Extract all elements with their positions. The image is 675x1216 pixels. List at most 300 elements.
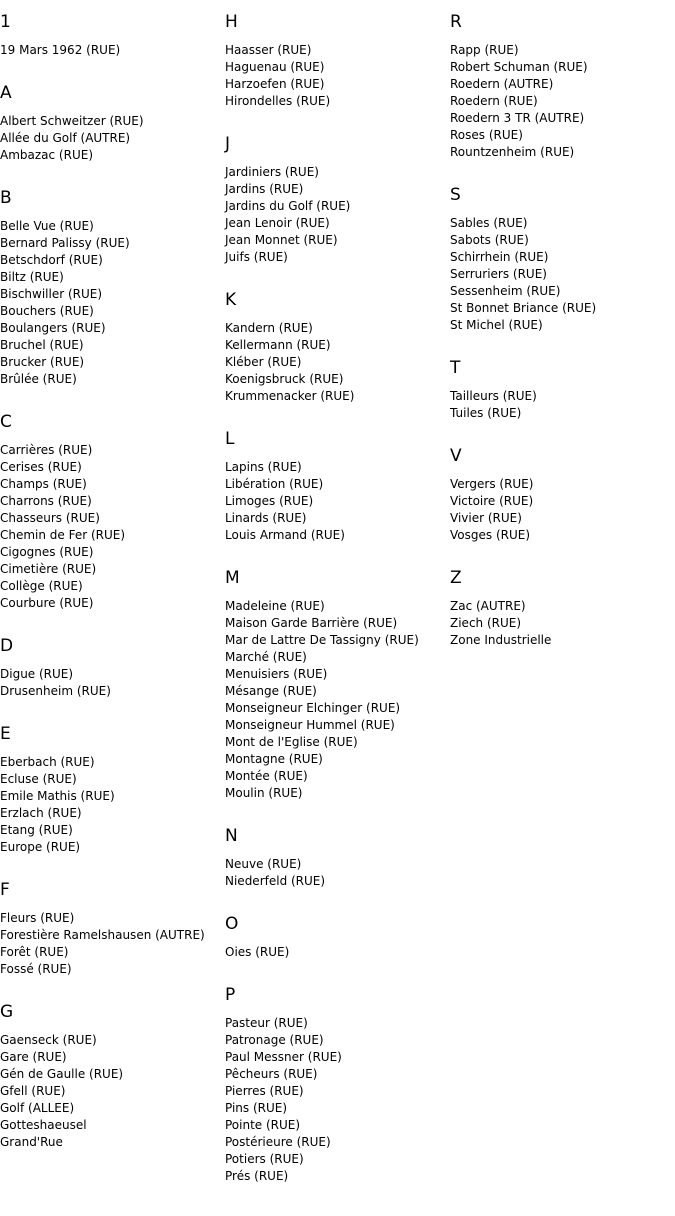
street-link[interactable]: Fleurs (RUE): [0, 911, 75, 925]
street-list-item: [450, 42, 674, 59]
street-link[interactable]: Krummenacker (RUE): [225, 389, 355, 403]
street-list-item: [450, 249, 674, 266]
street-list-item: [450, 76, 674, 93]
street-link[interactable]: Postérieure (RUE): [225, 1135, 331, 1149]
section-letter-heading: V: [450, 446, 462, 466]
street-list-item: [0, 286, 224, 303]
street-link[interactable]: Sessenheim (RUE): [450, 284, 561, 298]
letter-section: [225, 12, 449, 134]
street-list-item: [225, 1049, 449, 1066]
street-list-item: [225, 649, 449, 666]
street-link[interactable]: Monseigneur Elchinger (RUE): [225, 701, 401, 715]
street-list-item: [0, 771, 224, 788]
street-list-item: [225, 181, 449, 198]
street-list: [225, 598, 449, 802]
section-spacer: [225, 961, 449, 985]
street-list-item: [225, 59, 449, 76]
street-link[interactable]: Roses (RUE): [450, 128, 523, 142]
street-link[interactable]: Tuiles (RUE): [450, 406, 522, 420]
street-list-item: [450, 493, 674, 510]
street-link[interactable]: Ambazac (RUE): [0, 148, 93, 162]
section-letter-heading: M: [225, 568, 240, 588]
section-letter-heading: S: [450, 185, 461, 205]
street-link[interactable]: Sabots (RUE): [450, 233, 529, 247]
street-link[interactable]: Robert Schuman (RUE): [450, 60, 588, 74]
section-spacer: [0, 388, 224, 412]
street-list-item: [0, 561, 224, 578]
street-link[interactable]: Mont de l'Eglise (RUE): [225, 735, 358, 749]
street-list: [225, 164, 449, 266]
street-link[interactable]: Neuve (RUE): [225, 857, 302, 871]
street-list-item: [450, 59, 674, 76]
street-link[interactable]: Harzoefen (RUE): [225, 77, 325, 91]
street-list-item: [0, 754, 224, 771]
letter-section: [225, 826, 449, 914]
street-link[interactable]: Jardins (RUE): [225, 182, 304, 196]
street-list-item: [225, 232, 449, 249]
street-list: [225, 856, 449, 890]
letter-section: [0, 412, 224, 636]
street-link[interactable]: Pierres (RUE): [225, 1084, 304, 1098]
street-link[interactable]: Jardins du Golf (RUE): [225, 199, 351, 213]
street-link[interactable]: Belle Vue (RUE): [0, 219, 94, 233]
street-list-item: [450, 110, 674, 127]
street-list-item: [0, 944, 224, 961]
street-list-item: [0, 218, 224, 235]
street-link[interactable]: Vergers (RUE): [450, 477, 534, 491]
street-link[interactable]: Bruchel (RUE): [0, 338, 84, 352]
street-list-item: [0, 595, 224, 612]
section-spacer: [0, 700, 224, 724]
street-list-item: [225, 215, 449, 232]
street-link[interactable]: 19 Mars 1962 (RUE): [0, 43, 121, 57]
section-letter-heading: P: [225, 985, 236, 1005]
street-list-item: [450, 283, 674, 300]
letter-section: [225, 568, 449, 826]
street-list-item: [225, 666, 449, 683]
section-letter-heading: N: [225, 826, 238, 846]
street-list-item: [0, 822, 224, 839]
street-link[interactable]: Jean Lenoir (RUE): [225, 216, 330, 230]
street-link[interactable]: Zac (AUTRE): [450, 599, 526, 613]
section-letter-heading: Z: [450, 568, 462, 588]
street-index-column-3: [450, 12, 674, 649]
street-list-item: [225, 249, 449, 266]
street-link[interactable]: Brucker (RUE): [0, 355, 85, 369]
street-list-item: [0, 1134, 224, 1151]
street-list-item: [225, 510, 449, 527]
street-list: [450, 388, 674, 422]
street-list-item: [225, 42, 449, 59]
street-list-item: [0, 371, 224, 388]
street-list-item: [0, 805, 224, 822]
street-list: [225, 944, 449, 961]
street-list-item: [225, 717, 449, 734]
section-letter-heading: G: [0, 1002, 14, 1022]
street-list: [450, 215, 674, 334]
street-link[interactable]: Charrons (RUE): [0, 494, 92, 508]
section-spacer: [450, 422, 674, 446]
street-list-item: [0, 113, 224, 130]
letter-section: [225, 914, 449, 985]
section-spacer: [225, 890, 449, 914]
street-link[interactable]: Eberbach (RUE): [0, 755, 95, 769]
street-link[interactable]: Monseigneur Hummel (RUE): [225, 718, 395, 732]
street-list: [0, 113, 224, 164]
street-list-item: [450, 510, 674, 527]
street-link[interactable]: Prés (RUE): [225, 1169, 289, 1183]
street-list-item: [0, 235, 224, 252]
street-list-item: [225, 1083, 449, 1100]
street-link[interactable]: Forêt (RUE): [0, 945, 69, 959]
section-spacer: [0, 59, 224, 83]
street-link[interactable]: Biltz (RUE): [0, 270, 64, 284]
street-link[interactable]: Allée du Golf (AUTRE): [0, 131, 131, 145]
street-list-item: [450, 632, 674, 649]
street-list-item: [450, 598, 674, 615]
street-list: [225, 320, 449, 405]
street-list-item: [450, 615, 674, 632]
section-letter-heading: J: [225, 134, 231, 154]
street-list: [450, 598, 674, 649]
street-link[interactable]: Albert Schweitzer (RUE): [0, 114, 144, 128]
street-link[interactable]: Rountzenheim (RUE): [450, 145, 575, 159]
street-list-item: [225, 371, 449, 388]
letter-section: [0, 188, 224, 412]
street-link[interactable]: Pointe (RUE): [225, 1118, 301, 1132]
street-link[interactable]: Roedern (RUE): [450, 94, 538, 108]
street-list-item: [0, 666, 224, 683]
street-list: [225, 42, 449, 110]
street-list-item: [450, 300, 674, 317]
street-list-item: [225, 734, 449, 751]
section-spacer: [0, 164, 224, 188]
street-list-item: [0, 961, 224, 978]
street-link[interactable]: Emile Mathis (RUE): [0, 789, 115, 803]
street-link[interactable]: Haguenau (RUE): [225, 60, 325, 74]
street-link[interactable]: Menuisiers (RUE): [225, 667, 328, 681]
street-link[interactable]: Bischwiller (RUE): [0, 287, 103, 301]
street-list: [0, 666, 224, 700]
street-list-item: [450, 215, 674, 232]
street-link[interactable]: Vivier (RUE): [450, 511, 522, 525]
street-link[interactable]: Potiers (RUE): [225, 1152, 304, 1166]
street-list: [0, 42, 224, 59]
letter-section: [225, 134, 449, 290]
street-list-item: [0, 1083, 224, 1100]
street-list-item: [225, 632, 449, 649]
letter-section: [225, 429, 449, 568]
street-list-item: [0, 839, 224, 856]
street-list-item: [0, 476, 224, 493]
street-link[interactable]: Betschdorf (RUE): [0, 253, 103, 267]
section-letter-heading: E: [0, 724, 11, 744]
street-list-item: [225, 751, 449, 768]
street-link[interactable]: Montagne (RUE): [225, 752, 323, 766]
street-list-item: [225, 683, 449, 700]
street-list-item: [225, 76, 449, 93]
street-list-item: [225, 1015, 449, 1032]
street-list-item: [0, 147, 224, 164]
street-link[interactable]: Limoges (RUE): [225, 494, 314, 508]
street-link[interactable]: Patronage (RUE): [225, 1033, 324, 1047]
street-link[interactable]: Ecluse (RUE): [0, 772, 77, 786]
street-list-item: [225, 493, 449, 510]
street-link[interactable]: Koenigsbruck (RUE): [225, 372, 344, 386]
letter-section: [225, 290, 449, 429]
street-list-item: [225, 1117, 449, 1134]
street-list-item: [225, 1032, 449, 1049]
street-list-item: [225, 1168, 449, 1185]
street-link[interactable]: Lapins (RUE): [225, 460, 302, 474]
street-link[interactable]: Hirondelles (RUE): [225, 94, 331, 108]
section-letter-heading: 1: [0, 12, 11, 32]
street-link[interactable]: Courbure (RUE): [0, 596, 94, 610]
street-list-item: [225, 856, 449, 873]
street-list-item: [0, 1100, 224, 1117]
street-list-item: [0, 1049, 224, 1066]
street-link[interactable]: Champs (RUE): [0, 477, 87, 491]
street-link[interactable]: Pins (RUE): [225, 1101, 288, 1115]
section-spacer: [225, 266, 449, 290]
street-list-item: [225, 354, 449, 371]
street-link[interactable]: Forestière Ramelshausen (AUTRE): [0, 928, 205, 942]
street-link[interactable]: Gaenseck (RUE): [0, 1033, 97, 1047]
section-spacer: [450, 544, 674, 568]
street-link[interactable]: Kandern (RUE): [225, 321, 313, 335]
street-link[interactable]: Oies (RUE): [225, 945, 290, 959]
street-link[interactable]: Brûlée (RUE): [0, 372, 77, 386]
street-list-item: [225, 598, 449, 615]
street-link[interactable]: Cigognes (RUE): [0, 545, 94, 559]
section-spacer: [0, 612, 224, 636]
street-link[interactable]: Schirrhein (RUE): [450, 250, 549, 264]
street-link[interactable]: Bernard Palissy (RUE): [0, 236, 130, 250]
street-link[interactable]: Madeleine (RUE): [225, 599, 325, 613]
street-list-item: [0, 578, 224, 595]
street-list-item: [225, 615, 449, 632]
section-letter-heading: D: [0, 636, 14, 656]
street-list-item: [0, 683, 224, 700]
street-link[interactable]: Chasseurs (RUE): [0, 511, 100, 525]
street-list-item: [0, 337, 224, 354]
street-link[interactable]: Vosges (RUE): [450, 528, 531, 542]
section-letter-heading: A: [0, 83, 12, 103]
street-link[interactable]: Moulin (RUE): [225, 786, 303, 800]
street-link[interactable]: Boulangers (RUE): [0, 321, 106, 335]
street-link[interactable]: St Bonnet Briance (RUE): [450, 301, 597, 315]
section-letter-heading: C: [0, 412, 12, 432]
street-list-item: [0, 1117, 224, 1134]
street-link[interactable]: Montée (RUE): [225, 769, 308, 783]
street-list-item: [0, 130, 224, 147]
street-list: [450, 476, 674, 544]
street-link[interactable]: Zone Industrielle: [450, 633, 552, 647]
street-list-item: [225, 320, 449, 337]
letter-section: [0, 880, 224, 1002]
street-link[interactable]: Paul Messner (RUE): [225, 1050, 342, 1064]
street-list-item: [0, 1066, 224, 1083]
letter-section: [450, 185, 674, 358]
street-list-item: [225, 700, 449, 717]
street-list-item: [0, 510, 224, 527]
street-list-item: [450, 527, 674, 544]
street-link[interactable]: Erzlach (RUE): [0, 806, 82, 820]
street-list-item: [0, 252, 224, 269]
section-spacer: [0, 978, 224, 1002]
street-list-item: [450, 405, 674, 422]
street-list: [0, 442, 224, 612]
street-list-item: [225, 1151, 449, 1168]
letter-section: [0, 636, 224, 724]
section-spacer: [225, 544, 449, 568]
letter-section: [450, 568, 674, 649]
street-link[interactable]: Rapp (RUE): [450, 43, 519, 57]
street-list-item: [0, 42, 224, 59]
street-link[interactable]: Etang (RUE): [0, 823, 73, 837]
street-list-item: [225, 198, 449, 215]
street-list: [0, 218, 224, 388]
street-list: [450, 42, 674, 161]
street-list-item: [225, 459, 449, 476]
street-link[interactable]: Mésange (RUE): [225, 684, 317, 698]
street-link[interactable]: Libération (RUE): [225, 477, 324, 491]
letter-section: [0, 12, 224, 83]
street-link[interactable]: Fossé (RUE): [0, 962, 72, 976]
street-list-item: [450, 144, 674, 161]
street-list-item: [225, 527, 449, 544]
letter-section: [450, 358, 674, 446]
street-list-item: [0, 459, 224, 476]
street-link[interactable]: Chemin de Fer (RUE): [0, 528, 126, 542]
street-link[interactable]: Roedern (AUTRE): [450, 77, 554, 91]
street-list-item: [450, 127, 674, 144]
section-letter-heading: F: [0, 880, 10, 900]
street-link[interactable]: Jardiniers (RUE): [225, 165, 319, 179]
street-link[interactable]: Kléber (RUE): [225, 355, 302, 369]
street-list-item: [225, 873, 449, 890]
street-link[interactable]: Jean Monnet (RUE): [225, 233, 338, 247]
section-letter-heading: O: [225, 914, 239, 934]
street-list-item: [0, 927, 224, 944]
street-list-item: [0, 493, 224, 510]
section-letter-heading: B: [0, 188, 12, 208]
street-link[interactable]: Bouchers (RUE): [0, 304, 94, 318]
street-list: [0, 910, 224, 978]
section-spacer: [225, 405, 449, 429]
street-link[interactable]: Gén de Gaulle (RUE): [0, 1067, 124, 1081]
street-link[interactable]: Marché (RUE): [225, 650, 307, 664]
street-link[interactable]: Niederfeld (RUE): [225, 874, 326, 888]
street-link[interactable]: Juifs (RUE): [225, 250, 288, 264]
street-link[interactable]: Digue (RUE): [0, 667, 74, 681]
street-link[interactable]: Kellermann (RUE): [225, 338, 331, 352]
street-list: [0, 754, 224, 856]
street-link[interactable]: Cerises (RUE): [0, 460, 82, 474]
letter-section: [0, 724, 224, 880]
street-list-item: [225, 1066, 449, 1083]
street-link[interactable]: Victoire (RUE): [450, 494, 534, 508]
section-letter-heading: R: [450, 12, 462, 32]
street-link[interactable]: Serruriers (RUE): [450, 267, 547, 281]
letter-section: [450, 12, 674, 185]
street-link[interactable]: Carrières (RUE): [0, 443, 93, 457]
street-list-item: [0, 320, 224, 337]
street-link[interactable]: Mar de Lattre De Tassigny (RUE): [225, 633, 419, 647]
street-link[interactable]: Roedern 3 TR (AUTRE): [450, 111, 585, 125]
street-index-column-1: [0, 12, 224, 1151]
street-list-item: [0, 788, 224, 805]
street-link[interactable]: St Michel (RUE): [450, 318, 543, 332]
street-list-item: [0, 354, 224, 371]
street-list-item: [0, 269, 224, 286]
street-list-item: [450, 266, 674, 283]
section-spacer: [0, 856, 224, 880]
street-list-item: [0, 442, 224, 459]
street-link[interactable]: Grand'Rue: [0, 1135, 63, 1149]
street-list-item: [0, 544, 224, 561]
street-list-item: [225, 944, 449, 961]
street-link[interactable]: Gfell (RUE): [0, 1084, 66, 1098]
letter-section: [225, 985, 449, 1185]
street-index-column-2: [225, 12, 449, 1185]
street-list-item: [225, 164, 449, 181]
street-list-item: [225, 785, 449, 802]
street-link[interactable]: Gotteshaeusel: [0, 1118, 87, 1132]
section-spacer: [450, 334, 674, 358]
street-list-item: [450, 93, 674, 110]
street-link[interactable]: Pasteur (RUE): [225, 1016, 308, 1030]
street-list-item: [225, 1134, 449, 1151]
street-link[interactable]: Europe (RUE): [0, 840, 81, 854]
section-letter-heading: L: [225, 429, 235, 449]
street-list-item: [225, 337, 449, 354]
street-list: [225, 459, 449, 544]
street-link[interactable]: Tailleurs (RUE): [450, 389, 537, 403]
street-link[interactable]: Sables (RUE): [450, 216, 528, 230]
street-list: [225, 1015, 449, 1185]
street-link[interactable]: Drusenheim (RUE): [0, 684, 111, 698]
street-link[interactable]: Collège (RUE): [0, 579, 83, 593]
street-link[interactable]: Maison Garde Barrière (RUE): [225, 616, 398, 630]
street-link[interactable]: Haasser (RUE): [225, 43, 312, 57]
street-list-item: [0, 1032, 224, 1049]
street-list-item: [0, 910, 224, 927]
street-list: [0, 1032, 224, 1151]
section-spacer: [450, 161, 674, 185]
street-link[interactable]: Golf (ALLEE): [0, 1101, 75, 1115]
street-list-item: [225, 1100, 449, 1117]
street-list-item: [225, 93, 449, 110]
street-list-item: [450, 476, 674, 493]
letter-section: [0, 1002, 224, 1151]
street-link[interactable]: Linards (RUE): [225, 511, 307, 525]
section-letter-heading: H: [225, 12, 238, 32]
street-list-item: [0, 527, 224, 544]
letter-section: [450, 446, 674, 568]
letter-section: [0, 83, 224, 188]
street-link[interactable]: Gare (RUE): [0, 1050, 67, 1064]
street-link[interactable]: Cimetière (RUE): [0, 562, 97, 576]
street-list-item: [450, 232, 674, 249]
street-list-item: [0, 303, 224, 320]
street-list-item: [450, 388, 674, 405]
section-spacer: [225, 110, 449, 134]
street-link[interactable]: Louis Armand (RUE): [225, 528, 345, 542]
street-link[interactable]: Ziech (RUE): [450, 616, 522, 630]
street-list-item: [450, 317, 674, 334]
street-link[interactable]: Pêcheurs (RUE): [225, 1067, 318, 1081]
